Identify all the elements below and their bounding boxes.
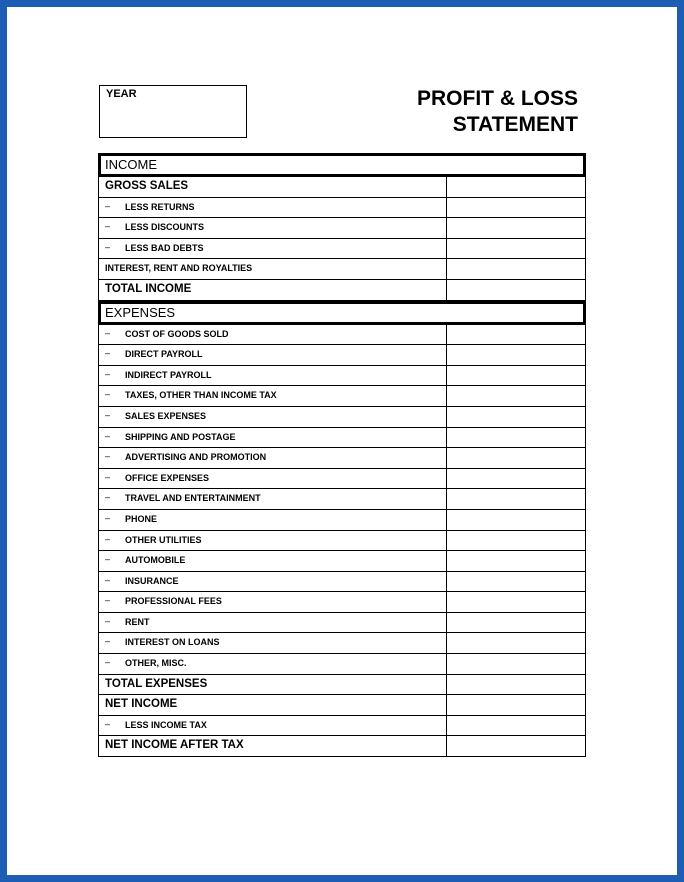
- amount-field[interactable]: [446, 259, 585, 279]
- statement-row: [98, 592, 586, 613]
- statement-row: [98, 259, 586, 280]
- amount-field[interactable]: [446, 177, 585, 197]
- amount-field[interactable]: [446, 695, 585, 715]
- amount-field[interactable]: [446, 366, 585, 386]
- row-dash: –: [105, 409, 111, 420]
- amount-field[interactable]: [446, 551, 585, 571]
- statement-row: [98, 218, 586, 239]
- amount-field[interactable]: [446, 469, 585, 489]
- income-rows: [98, 177, 586, 301]
- statement-row: [98, 198, 586, 219]
- expenses-header-label: EXPENSES: [105, 304, 176, 320]
- row-label: NET INCOME: [105, 698, 178, 711]
- amount-field[interactable]: [446, 736, 585, 756]
- amount-field[interactable]: [446, 613, 585, 633]
- row-label: COST OF GOODS SOLD: [125, 328, 229, 339]
- statement-row: [98, 551, 586, 572]
- document-title: [417, 86, 578, 138]
- expenses-section-header: [98, 301, 586, 325]
- row-label: SALES EXPENSES: [125, 410, 207, 421]
- statement-row: [98, 489, 586, 510]
- amount-field[interactable]: [446, 510, 585, 530]
- statement-row: [98, 633, 586, 654]
- row-dash: –: [105, 657, 111, 668]
- statement-row: [98, 654, 586, 675]
- row-label: PROFESSIONAL FEES: [125, 596, 222, 607]
- row-dash: –: [105, 471, 111, 482]
- statement-row: [98, 366, 586, 387]
- expense-rows: [98, 325, 586, 757]
- statement-row: [98, 675, 586, 696]
- statement-table: [98, 153, 586, 757]
- row-dash: –: [105, 221, 111, 232]
- amount-field[interactable]: [446, 489, 585, 509]
- row-label: OTHER UTILITIES: [125, 534, 202, 545]
- row-dash: –: [105, 327, 111, 338]
- row-dash: –: [105, 389, 111, 400]
- amount-field[interactable]: [446, 407, 585, 427]
- statement-row: [98, 572, 586, 593]
- statement-row: [98, 428, 586, 449]
- row-dash: –: [105, 533, 111, 544]
- row-label: OFFICE EXPENSES: [125, 472, 210, 483]
- row-dash: –: [105, 595, 111, 606]
- statement-row: [98, 613, 586, 634]
- year-field[interactable]: [99, 85, 247, 138]
- amount-field[interactable]: [446, 428, 585, 448]
- statement-row: [98, 716, 586, 737]
- amount-field[interactable]: [446, 633, 585, 653]
- row-label: INSURANCE: [125, 575, 179, 586]
- amount-field[interactable]: [446, 531, 585, 551]
- statement-row: [98, 386, 586, 407]
- amount-field[interactable]: [446, 345, 585, 365]
- row-label: SHIPPING AND POSTAGE: [125, 431, 236, 442]
- row-label: OTHER, MISC.: [125, 658, 187, 669]
- year-label: YEAR: [106, 88, 137, 100]
- row-label: LESS INCOME TAX: [125, 719, 207, 730]
- amount-field[interactable]: [446, 654, 585, 674]
- row-dash: –: [105, 636, 111, 647]
- amount-field[interactable]: [446, 675, 585, 695]
- row-label: INDIRECT PAYROLL: [125, 369, 212, 380]
- income-header-label: INCOME: [105, 157, 157, 172]
- row-dash: –: [105, 200, 111, 211]
- row-label: PHONE: [125, 513, 158, 524]
- row-label: NET INCOME AFTER TAX: [105, 739, 244, 752]
- income-section-header: [98, 153, 586, 177]
- row-label: LESS BAD DEBTS: [125, 242, 204, 253]
- statement-row: [98, 695, 586, 716]
- statement-row: [98, 280, 586, 301]
- row-label: TOTAL INCOME: [105, 282, 192, 295]
- statement-row: [98, 510, 586, 531]
- row-label: DIRECT PAYROLL: [125, 349, 203, 360]
- document-page: [7, 7, 677, 875]
- statement-row: [98, 469, 586, 490]
- row-label: INTEREST, RENT AND ROYALTIES: [105, 263, 253, 274]
- title-line-1: PROFIT & LOSS: [416, 87, 578, 110]
- row-label: GROSS SALES: [105, 180, 189, 192]
- row-label: TRAVEL AND ENTERTAINMENT: [125, 493, 261, 504]
- row-label: LESS DISCOUNTS: [125, 222, 205, 233]
- statement-row: [98, 345, 586, 366]
- amount-field[interactable]: [446, 239, 585, 259]
- row-label: LESS RETURNS: [125, 201, 195, 212]
- row-dash: –: [105, 718, 111, 729]
- row-dash: –: [105, 430, 111, 441]
- statement-row: [98, 325, 586, 346]
- statement-row: [98, 177, 586, 198]
- amount-field[interactable]: [446, 386, 585, 406]
- amount-field[interactable]: [446, 572, 585, 592]
- title-line-2: STATEMENT: [452, 113, 578, 136]
- row-dash: –: [105, 615, 111, 626]
- row-dash: –: [105, 574, 111, 585]
- amount-field[interactable]: [446, 716, 585, 736]
- statement-row: [98, 531, 586, 552]
- amount-field[interactable]: [446, 218, 585, 238]
- row-label: AUTOMOBILE: [125, 555, 186, 566]
- row-dash: –: [105, 492, 111, 503]
- statement-row: [98, 736, 586, 757]
- amount-field[interactable]: [446, 592, 585, 612]
- amount-field[interactable]: [446, 325, 585, 345]
- amount-field[interactable]: [446, 280, 585, 300]
- row-dash: –: [105, 368, 111, 379]
- row-label: TOTAL EXPENSES: [105, 677, 208, 690]
- statement-row: [98, 407, 586, 428]
- row-label: ADVERTISING AND PROMOTION: [125, 452, 267, 463]
- row-dash: –: [105, 348, 111, 359]
- statement-row: [98, 239, 586, 260]
- row-label: TAXES, OTHER THAN INCOME TAX: [125, 390, 277, 401]
- row-dash: –: [105, 241, 111, 252]
- row-dash: –: [105, 554, 111, 565]
- row-dash: –: [105, 512, 111, 523]
- row-dash: –: [105, 451, 111, 462]
- row-label: INTEREST ON LOANS: [125, 637, 220, 648]
- row-label: RENT: [125, 616, 150, 627]
- statement-row: [98, 448, 586, 469]
- amount-field[interactable]: [446, 198, 585, 218]
- amount-field[interactable]: [446, 448, 585, 468]
